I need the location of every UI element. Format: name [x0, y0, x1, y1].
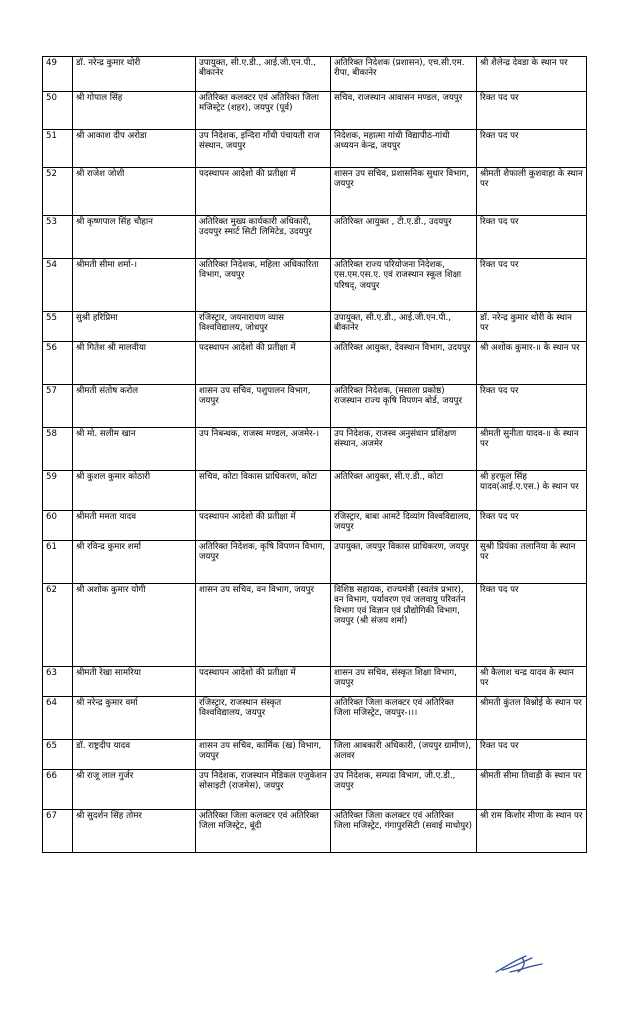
table-row — [43, 259, 587, 312]
table-row — [43, 342, 587, 385]
remark-cell: डॉ. नरेन्द्र कुमार थोरी के स्थान पर — [477, 312, 587, 342]
serial-number-cell: 66 — [43, 770, 73, 810]
officer-name-cell: श्री मो. सलीम खान — [73, 428, 196, 471]
serial-number-cell: 51 — [43, 130, 73, 168]
new-posting-cell: अतिरिक्त जिला कलक्टर एवं अतिरिक्त जिला मजिस्ट्रेट, जयपुर-।।। — [331, 697, 477, 740]
remark-cell: रिक्त पद पर — [477, 216, 587, 259]
serial-number-cell: 53 — [43, 216, 73, 259]
serial-number-cell: 63 — [43, 667, 73, 697]
officer-name-cell: डॉ. नरेन्द्र कुमार थोरी — [73, 57, 196, 92]
current-posting-cell: पदस्थापन आदेशो की प्रतीक्षा में — [196, 511, 331, 541]
remark-cell: सुश्री प्रियंका तलानिया के स्थान पर — [477, 541, 587, 584]
officer-name-cell: श्रीमती ममता यादव — [73, 511, 196, 541]
serial-number-cell: 67 — [43, 810, 73, 853]
new-posting-cell: उप निदेशक, राजस्व अनुसंधान प्रशिक्षण संस्थान, अजमेर — [331, 428, 477, 471]
current-posting-cell: रजिस्ट्रार, राजस्थान संस्कृत विश्वविद्यालय, जयपुर — [196, 697, 331, 740]
table-row — [43, 740, 587, 770]
transfer-order-table — [42, 56, 587, 853]
officer-name-cell: श्री आकाश दीप अरोडा — [73, 130, 196, 168]
remark-cell: श्री शैलेन्द्र देवडा के स्थान पर — [477, 57, 587, 92]
serial-number-cell: 64 — [43, 697, 73, 740]
table-body — [43, 57, 587, 853]
serial-number-cell: 58 — [43, 428, 73, 471]
table-row — [43, 216, 587, 259]
new-posting-cell: अतिरिक्त निदेशक, (मसाला प्रकोष्ठ) राजस्थान राज्य कृषि विपणन बोर्ड, जयपुर — [331, 385, 477, 428]
officer-name-cell: श्री रविन्द्र कुमार शर्मा — [73, 541, 196, 584]
officer-name-cell: डॉ. राष्ट्रदीप यादव — [73, 740, 196, 770]
remark-cell: रिक्त पद पर — [477, 740, 587, 770]
remark-cell: रिक्त पद पर — [477, 385, 587, 428]
officer-name-cell: श्री राजेश जोशी — [73, 168, 196, 216]
serial-number-cell: 54 — [43, 259, 73, 312]
remark-cell: श्रीमती कुंतल विश्नोई के स्थान पर — [477, 697, 587, 740]
remark-cell: श्रीमती सीमा तिवाड़ी के स्थान पर — [477, 770, 587, 810]
serial-number-cell: 60 — [43, 511, 73, 541]
current-posting-cell: पदस्थापन आदेशो की प्रतीक्षा में — [196, 667, 331, 697]
officer-name-cell: श्रीमती संतोष करोल — [73, 385, 196, 428]
remark-cell: श्री राम किशोर मीणा के स्थान पर — [477, 810, 587, 853]
current-posting-cell: उपायुक्त, सी.ए.डी., आई.जी.एन.पी., बीकानेर — [196, 57, 331, 92]
serial-number-cell: 50 — [43, 92, 73, 130]
current-posting-cell: शासन उप सचिव, कार्मिक (ख) विभाग, जयपुर — [196, 740, 331, 770]
officer-name-cell: सुश्री हरिप्रिमा — [73, 312, 196, 342]
officer-name-cell: श्री गोपाल सिंह — [73, 92, 196, 130]
new-posting-cell: निदेशक, महात्मा गांधी विद्यापीठ-गांधी अध्ययन केन्द्र, जयपुर — [331, 130, 477, 168]
table-row — [43, 584, 587, 667]
serial-number-cell: 61 — [43, 541, 73, 584]
current-posting-cell: अतिरिक्त निदेशक, कृषि विपणन विभाग, जयपुर — [196, 541, 331, 584]
table-row — [43, 130, 587, 168]
officer-name-cell: श्री गितेश श्री मालवीया — [73, 342, 196, 385]
current-posting-cell: अतिरिक्त मुख्य कार्यकारी अधिकारी, उदयपुर स्मार्ट सिटी लिमिटेड, उदयपुर — [196, 216, 331, 259]
serial-number-cell: 55 — [43, 312, 73, 342]
new-posting-cell: अतिरिक्त आयुक्त, सी.ए.डी., कोटा — [331, 471, 477, 511]
officer-name-cell: श्रीमती सीमा शर्मा-। — [73, 259, 196, 312]
current-posting-cell: उप निबन्धक, राजस्व मण्डल, अजमेर-। — [196, 428, 331, 471]
table-row — [43, 168, 587, 216]
new-posting-cell: अतिरिक्त आयुक्त, देवस्थान विभाग, उदयपुर — [331, 342, 477, 385]
table-row — [43, 541, 587, 584]
table-row — [43, 57, 587, 92]
table-row — [43, 428, 587, 471]
new-posting-cell: अतिरिक्त आयुक्त , टी.ए.डी., उदयपुर — [331, 216, 477, 259]
remark-cell: रिक्त पद पर — [477, 92, 587, 130]
new-posting-cell: शासन उप सचिव, प्रशासनिक सुधार विभाग, जयपुर — [331, 168, 477, 216]
current-posting-cell: उप निदेशक, राजस्थान मेडिकल एजुकेशन सोसाइटी (राजमेस), जयपुर — [196, 770, 331, 810]
remark-cell: श्रीमती सुनीता यादव-॥ के स्थान पर — [477, 428, 587, 471]
current-posting-cell: सचिव, कोटा विकास प्राधिकरण, कोटा — [196, 471, 331, 511]
new-posting-cell: उपायुक्त, सी.ए.डी., आई.जी.एन.पी., बीकानेर — [331, 312, 477, 342]
new-posting-cell: सचिव, राजस्थान आवासन मण्डल, जयपुर — [331, 92, 477, 130]
table-row — [43, 92, 587, 130]
current-posting-cell: शासन उप सचिव, वन विभाग, जयपुर — [196, 584, 331, 667]
table-row — [43, 810, 587, 853]
table-row — [43, 667, 587, 697]
officer-name-cell: श्री अशोक कुमार योगी — [73, 584, 196, 667]
current-posting-cell: रजिस्ट्रार, जयनारायण व्यास विश्वविद्यालय, जोधपुर — [196, 312, 331, 342]
officer-name-cell: श्रीमती रेखा सामरिया — [73, 667, 196, 697]
table-row — [43, 511, 587, 541]
table-row — [43, 770, 587, 810]
serial-number-cell: 49 — [43, 57, 73, 92]
remark-cell: रिक्त पद पर — [477, 130, 587, 168]
serial-number-cell: 65 — [43, 740, 73, 770]
current-posting-cell: अतिरिक्त निदेशक, महिला अधिकारिता विभाग, जयपुर — [196, 259, 331, 312]
new-posting-cell: अतिरिक्त निदेशक (प्रशासन), एच.सी.एम. रीपा, बीकानेर — [331, 57, 477, 92]
serial-number-cell: 62 — [43, 584, 73, 667]
officer-name-cell: श्री कुशल कुमार कोठारी — [73, 471, 196, 511]
officer-name-cell: श्री नरेन्द्र कुमार वर्मा — [73, 697, 196, 740]
remark-cell: रिक्त पद पर — [477, 511, 587, 541]
remark-cell: रिक्त पद पर — [477, 259, 587, 312]
remark-cell: श्री हरफूल सिंह यादव(आई.ए.एस.) के स्थान पर — [477, 471, 587, 511]
remark-cell: श्री कैलाश चन्द्र यादव के स्थान पर — [477, 667, 587, 697]
new-posting-cell: उपायुक्त, जयपुर विकास प्राधिकरण, जयपुर — [331, 541, 477, 584]
remark-cell: रिक्त पद पर — [477, 584, 587, 667]
table-row — [43, 312, 587, 342]
officer-name-cell: श्री कृष्णपाल सिंह चौहान — [73, 216, 196, 259]
serial-number-cell: 52 — [43, 168, 73, 216]
officer-name-cell: श्री राजू लाल गुर्जर — [73, 770, 196, 810]
new-posting-cell: शासन उप सचिव, संस्कृत शिक्षा विभाग, जयपुर — [331, 667, 477, 697]
serial-number-cell: 59 — [43, 471, 73, 511]
new-posting-cell: उप निदेशक, सम्पदा विभाग, जी.ए.डी., जयपुर — [331, 770, 477, 810]
serial-number-cell: 56 — [43, 342, 73, 385]
new-posting-cell: अतिरिक्त जिला कलक्टर एवं अतिरिक्त जिला मजिस्ट्रेट, गंगापुरसिटी (सवाई माधोपुर) — [331, 810, 477, 853]
new-posting-cell: विशिष्ठ सहायक, राज्यमंत्री (स्वतंत्र प्रभार), वन विभाग, पर्यावरण एवं जलवायु परिवर्तन विभाग एवं विज्ञान एवं प्रौद्योगिकी विभाग, जयपुर (श्री संजय शर्मा) — [331, 584, 477, 667]
current-posting-cell: उप निदेशक, इन्दिरा गाँधी पंचायती राज संस्थान, जयपुर — [196, 130, 331, 168]
table-row — [43, 697, 587, 740]
current-posting-cell: अतिरिक्त कलक्टर एवं अतिरिक्त जिला मजिस्ट्रेट (शहर), जयपुर (पूर्व) — [196, 92, 331, 130]
table-row — [43, 471, 587, 511]
current-posting-cell: अतिरिक्त जिला कलक्टर एवं अतिरिक्त जिला मजिस्ट्रेट, बूंदी — [196, 810, 331, 853]
new-posting-cell: रजिस्ट्रार, बाबा आमटे दिव्यांग विश्वविद्यालय, जयपुर — [331, 511, 477, 541]
current-posting-cell: पदस्थापन आदेशो की प्रतीक्षा में — [196, 168, 331, 216]
new-posting-cell: अतिरिक्त राज्य परियोजना निदेशक, एस.एम.एस.ए. एवं राजस्थान स्कूल शिक्षा परिषद्, जयपुर — [331, 259, 477, 312]
current-posting-cell: पदस्थापन आदेशो की प्रतीक्षा में — [196, 342, 331, 385]
new-posting-cell: जिला आबकारी अधिकारी, (जयपुर ग्रामीण), अलवर — [331, 740, 477, 770]
table-row — [43, 385, 587, 428]
current-posting-cell: शासन उप सचिव, पशुपालन विभाग, जयपुर — [196, 385, 331, 428]
signature-mark — [492, 950, 548, 978]
remark-cell: श्रीमती शैफाली कुशवाहा के स्थान पर — [477, 168, 587, 216]
officer-name-cell: श्री सुदर्शन सिंह तोमर — [73, 810, 196, 853]
remark-cell: श्री अशोक कुमार-॥ के स्थान पर — [477, 342, 587, 385]
serial-number-cell: 57 — [43, 385, 73, 428]
